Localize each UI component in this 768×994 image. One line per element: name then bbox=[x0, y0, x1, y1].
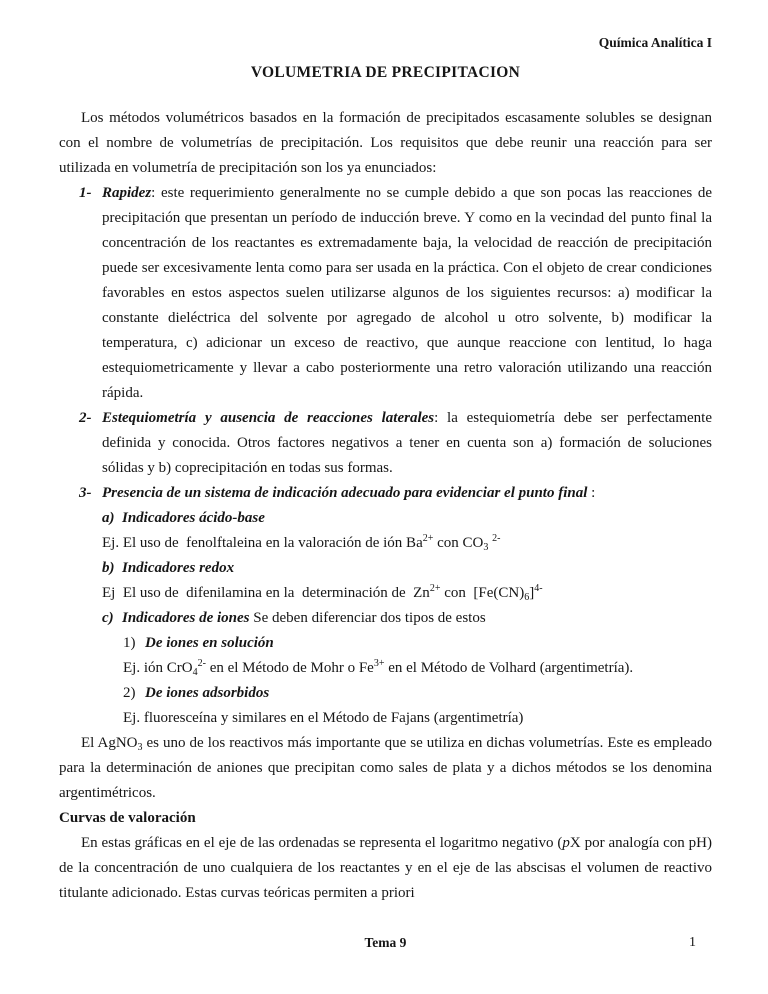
text-run: Indicadores redox bbox=[122, 560, 235, 576]
page-number: 1 bbox=[689, 935, 696, 950]
list-marker: 2- bbox=[79, 410, 92, 426]
footer-topic: Tema 9 bbox=[364, 935, 407, 950]
text-run: 3 bbox=[483, 542, 489, 553]
intro-paragraph bbox=[59, 106, 716, 181]
document-body bbox=[59, 106, 716, 906]
text-run: 2+ bbox=[429, 583, 441, 594]
text-run: Ej. El uso de fenolftaleina en la valoración de ión Ba bbox=[102, 535, 423, 551]
text-run: 4- bbox=[534, 583, 543, 594]
text-run: Curvas de valoración bbox=[59, 810, 196, 826]
text-run: Ej El uso de difenilamina en la determinación de Zn bbox=[102, 585, 430, 601]
example-redox bbox=[102, 581, 712, 606]
example-acido-base bbox=[102, 531, 712, 556]
text-run: con [Fe(CN) bbox=[440, 585, 525, 601]
text-run: : la estequiometría debe ser perfectamente definida y conocida. Otros factores negativos a tener en cuenta son a) formación de soluciones sólidas y b) coprecipitación en todas sus formas. bbox=[102, 410, 716, 476]
text-run: 2- bbox=[197, 658, 206, 669]
text-run: 4 bbox=[192, 667, 198, 678]
text-run: Indicadores ácido-base bbox=[122, 510, 265, 526]
text-run: Indicadores de iones bbox=[122, 610, 250, 626]
text-run: 3 bbox=[137, 742, 143, 753]
list-marker: 1) bbox=[123, 635, 136, 651]
text-run: p bbox=[562, 835, 570, 851]
text-run: es uno de los reactivos más importante que se utiliza en dichas volumetrías. Este es empleado para la determinación de aniones que precipitan como sales de plata y a dichos métodos se los denomina argentimétricos. bbox=[59, 735, 716, 801]
curvas-paragraph bbox=[59, 831, 716, 906]
text-run: Se deben diferenciar dos tipos de estos bbox=[249, 610, 486, 626]
text-run: De iones adsorbidos bbox=[145, 685, 270, 701]
text-run: Ej. fluoresceína y similares en el Método de Fajans (argentimetría) bbox=[123, 710, 524, 726]
list-marker: 1- bbox=[79, 185, 92, 201]
requirement-item-indicacion bbox=[59, 481, 712, 506]
course-label: Química Analítica I bbox=[598, 35, 712, 50]
agno3-paragraph bbox=[59, 731, 716, 806]
requirement-item-rapidez bbox=[59, 181, 716, 406]
list-marker: 2) bbox=[123, 685, 136, 701]
text-run: con CO bbox=[433, 535, 484, 551]
text-run: X por analogía con pH) de la concentración de uno cualquiera de los reactantes y en el eje de las abscisas el volumen de reactivo titulante adicionado. Estas curvas teóricas permiten a priori bbox=[59, 835, 716, 901]
text-run: en el Método de Volhard (argentimetría). bbox=[384, 660, 634, 676]
document-title: VOLUMETRIA DE PRECIPITACION bbox=[250, 64, 521, 81]
indicator-type-acido-base bbox=[102, 506, 712, 531]
example-iones-adsorbidos bbox=[123, 706, 712, 731]
indicator-type-iones bbox=[102, 606, 712, 631]
text-run: El AgNO bbox=[81, 735, 138, 751]
example-iones-solucion bbox=[123, 656, 712, 681]
list-marker: 3- bbox=[79, 485, 92, 501]
text-run: Estequiometría y ausencia de reacciones laterales bbox=[102, 410, 435, 426]
ion-type-adsorbidos bbox=[123, 681, 712, 706]
list-marker: c) bbox=[102, 610, 114, 626]
list-marker: a) bbox=[102, 510, 115, 526]
ion-type-solucion bbox=[123, 631, 712, 656]
text-run: Ej. ión CrO bbox=[123, 660, 193, 676]
requirement-item-estequiometria bbox=[59, 406, 716, 481]
text-run: De iones en solución bbox=[145, 635, 274, 651]
text-run: 3+ bbox=[373, 658, 385, 669]
text-run: En estas gráficas en el eje de las ordenadas se representa el logaritmo negativo ( bbox=[81, 835, 563, 851]
text-run: 2+ bbox=[422, 533, 434, 544]
section-heading-curvas bbox=[59, 806, 712, 831]
text-run: Los métodos volumétricos basados en la formación de precipitados escasamente solubles se designan con el nombre de volumetrías de precipitación. Los requisitos que debe reunir una reacción para ser utilizada en volumetría de precipitación son los ya enunciados: bbox=[59, 110, 716, 176]
list-marker: b) bbox=[102, 560, 115, 576]
text-run: ] bbox=[529, 585, 535, 601]
text-run: en el Método de Mohr o Fe bbox=[205, 660, 374, 676]
text-run: 6 bbox=[524, 592, 530, 603]
text-run: : bbox=[587, 485, 596, 501]
text-run: : este requerimiento generalmente no se cumple debido a que son pocas las reacciones de precipitación que presentan un período de inducción breve. Y como en la vecindad del punto final la concentración de los reactantes es extremadamente baja, la velocidad de reacción de precipitación puede ser excesivamente lenta como para ser usada en la práctica. Con el objeto de crear condiciones favorables en estos aspectos suelen utilizarse algunos de los siguientes recursos: a) modificar la constante dieléctrica del solvente por agregado de alcohol u otro solvente, b) modificar la temperatura, c) adicionar un exceso de reactivo, que aunque reaccione con lentitud, lo haga estequiometricamente y llevar a cabo posteriormente una retro valoración utilizando una reacción rápida. bbox=[102, 185, 716, 401]
text-run: Presencia de un sistema de indicación adecuado para evidenciar el punto final bbox=[102, 485, 588, 501]
indicator-type-redox bbox=[102, 556, 712, 581]
text-run: Rapidez bbox=[102, 185, 152, 201]
text-run: 2- bbox=[492, 533, 501, 544]
